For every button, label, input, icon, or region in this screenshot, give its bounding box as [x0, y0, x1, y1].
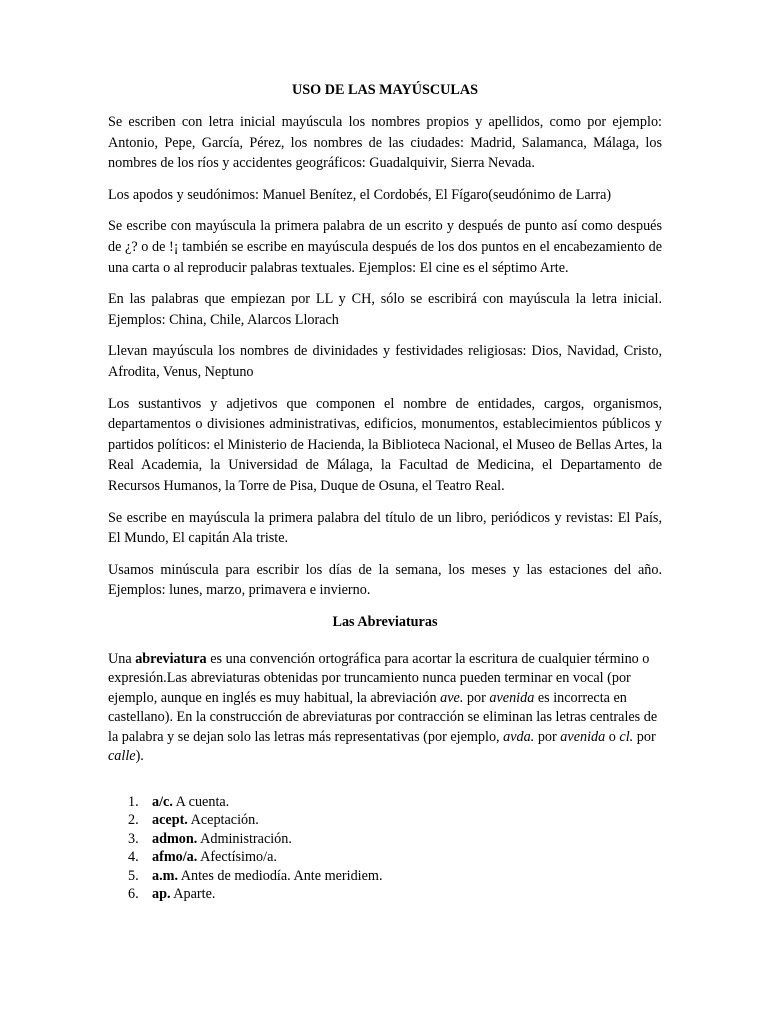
paragraph-6: Los sustantivos y adjetivos que componen el nombre de entidades, cargos, organismos, departamentos o divisiones administrativas, edificios, monumentos, establecimientos públicos y partidos políticos: el Ministerio de Hacienda, la Biblioteca Nacional, el Museo de Bellas Artes, la Real Academia, la Universidad de Málaga, la Facultad de Medicina, el Departamento de Recursos Humanos, la Torre de Pisa, Duque de Osuna, el Teatro Real. — [108, 395, 662, 494]
list-item: 1. a/c. A cuenta. — [128, 793, 230, 810]
paragraph-5: Llevan mayúscula los nombres de divinidades y festividades religiosas: Dios, Navidad, Cristo, Afrodita, Venus, Neptuno — [108, 343, 662, 380]
abbreviation-list — [108, 793, 662, 903]
list-item: 2. acept. Aceptación. — [128, 812, 259, 829]
list-item: 5. a.m. Antes de mediodía. Ante meridiem. — [128, 867, 383, 884]
paragraph-7: Se escribe en mayúscula la primera palabra del título de un libro, periódicos y revistas: El País, El Mundo, El capitán Ala triste. — [108, 509, 662, 547]
section-title-abreviaturas: Las Abreviaturas — [332, 613, 438, 630]
abbreviation-definition: Una abreviatura es una convención ortográfica para acortar la escritura de cualquier término o expresión.Las abreviaturas obtenidas por truncamiento nunca pueden terminar en vocal (por ejemplo, aunque en inglés es muy habitual, la abreviación ave. por avenida es incorrecta en castellano). En la construcción de abreviaturas por contracción se eliminan las letras centrales de la palabra y se dejan solo las letras más representativas (por ejemplo, avda. por avenida o cl. por calle). — [108, 650, 658, 765]
list-item: 3. admon. Administración. — [128, 830, 292, 847]
paragraph-2: Los apodos y seudónimos: Manuel Benítez, el Cordobés, El Fígaro(seudónimo de Larra) — [108, 186, 612, 203]
paragraph-3: Se escribe con mayúscula la primera palabra de un escrito y después de punto así como después de ¿? o de !¡ también se escribe en mayúscula después de los dos puntos en el encabezamiento de una carta o al reproducir palabras textuales. Ejemplos: El cine es el séptimo Arte. — [108, 218, 662, 276]
page-title: USO DE LAS MAYÚSCULAS — [292, 82, 478, 98]
paragraph-8: Usamos minúscula para escribir los días de la semana, los meses y las estaciones del año. Ejemplos: lunes, marzo, primavera e invierno. — [108, 561, 662, 599]
list-item: 6. ap. Aparte. — [128, 885, 216, 902]
list-item: 4. afmo/a. Afectísimo/a. — [128, 849, 277, 866]
document-page — [108, 80, 662, 903]
paragraph-1: Se escriben con letra inicial mayúscula los nombres propios y apellidos, como por ejemplo: Antonio, Pepe, García, Pérez, los nombres de las ciudades: Madrid, Salamanca, Málaga, los nombres de los ríos y accidentes geográficos: Guadalquivir, Sierra Nevada. — [108, 114, 662, 172]
paragraph-4: En las palabras que empiezan por LL y CH, sólo se escribirá con mayúscula la letra inicial. Ejemplos: China, Chile, Alarcos Llorach — [108, 291, 662, 328]
